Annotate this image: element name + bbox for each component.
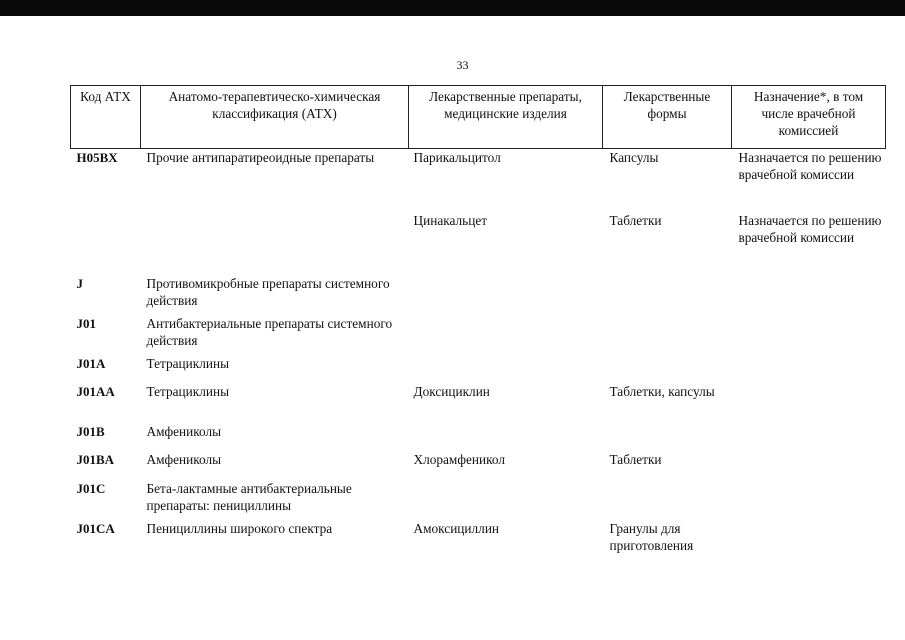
dosage-form-cell xyxy=(603,275,732,315)
table-row xyxy=(71,480,886,520)
dosage-form-cell: Гранулы для приготовления xyxy=(609,520,694,553)
header-prescription: Назначение*, в том числе врачебной комиссией xyxy=(732,86,886,149)
page-number: 33 xyxy=(456,58,469,72)
drug-cell: Хлорамфеникол xyxy=(413,451,505,467)
table-row xyxy=(71,355,886,383)
dosage-form-cell: Капсулы xyxy=(609,150,659,165)
prescription-cell xyxy=(732,315,886,355)
prescription-cell: Назначается по решению врачебной комиссии xyxy=(738,212,882,245)
classification-cell: Противомикробные препараты системного действия xyxy=(146,275,390,308)
classification-cell: Бета-лактамные антибактериальные препараты: пенициллины xyxy=(146,480,352,513)
scan-top-border xyxy=(0,0,905,16)
prescription-cell xyxy=(732,520,886,560)
atx-code-cell: J01 xyxy=(76,315,96,331)
classification-cell: Тетрациклины xyxy=(146,355,230,371)
prescription-cell xyxy=(732,423,886,451)
drug-cell xyxy=(409,355,603,383)
atx-code-cell: J01BA xyxy=(76,451,115,467)
atx-code-cell: H05BX xyxy=(76,150,118,165)
table-header-row xyxy=(71,86,886,149)
prescription-cell xyxy=(732,355,886,383)
header-atx-code: Код АТХ xyxy=(71,86,141,149)
atx-code-cell: J01AA xyxy=(76,383,115,399)
prescription-cell: Назначается по решению врачебной комиссии xyxy=(738,150,882,182)
prescription-cell xyxy=(732,451,886,480)
atx-code-cell xyxy=(71,212,141,275)
drug-cell: Доксициклин xyxy=(413,383,490,399)
header-drugs: Лекарственные препараты, медицинские изделия xyxy=(409,86,603,149)
drug-cell: Цинакальцет xyxy=(413,212,488,228)
table-row xyxy=(71,315,886,355)
table-row xyxy=(71,212,886,275)
table-row xyxy=(71,149,886,212)
table-row xyxy=(71,423,886,451)
dosage-form-cell: Таблетки, капсулы xyxy=(609,383,715,399)
table-row xyxy=(71,383,886,423)
prescription-cell xyxy=(732,275,886,315)
dosage-form-cell xyxy=(603,315,732,355)
dosage-form-cell: Таблетки xyxy=(609,212,662,228)
classification-cell: Амфениколы xyxy=(146,423,222,439)
table-row xyxy=(71,520,886,560)
atx-code-cell: J01A xyxy=(76,355,106,371)
prescription-cell xyxy=(732,383,886,423)
classification-cell: Амфениколы xyxy=(146,451,222,467)
atx-table xyxy=(70,85,886,560)
classification-cell: Антибактериальные препараты системного действия xyxy=(146,315,393,348)
dosage-form-cell xyxy=(603,355,732,383)
atx-code-cell: J01B xyxy=(76,423,105,439)
classification-cell: Прочие антипаратиреоидные препараты xyxy=(146,150,375,165)
atx-code-cell: J01C xyxy=(76,480,106,496)
classification-cell: Тетрациклины xyxy=(146,383,230,399)
header-dosage-forms: Лекарственные формы xyxy=(603,86,732,149)
drug-cell xyxy=(409,480,603,520)
table-row xyxy=(71,275,886,315)
header-atx-classification: Анатомо-терапевтическо-химическая классификация (АТХ) xyxy=(141,86,409,149)
drug-cell xyxy=(409,275,603,315)
drug-cell xyxy=(409,423,603,451)
table-row xyxy=(71,451,886,480)
dosage-form-cell: Таблетки xyxy=(609,451,662,467)
drug-cell: Амоксициллин xyxy=(413,520,500,536)
dosage-form-cell xyxy=(603,480,732,520)
drug-cell xyxy=(409,315,603,355)
drug-cell: Парикальцитол xyxy=(413,150,501,165)
atx-code-cell: J01CA xyxy=(76,520,115,536)
prescription-cell xyxy=(732,480,886,520)
classification-cell xyxy=(141,212,409,275)
dosage-form-cell xyxy=(603,423,732,451)
classification-cell: Пенициллины широкого спектра xyxy=(146,520,333,536)
atx-code-cell: J xyxy=(76,275,83,291)
